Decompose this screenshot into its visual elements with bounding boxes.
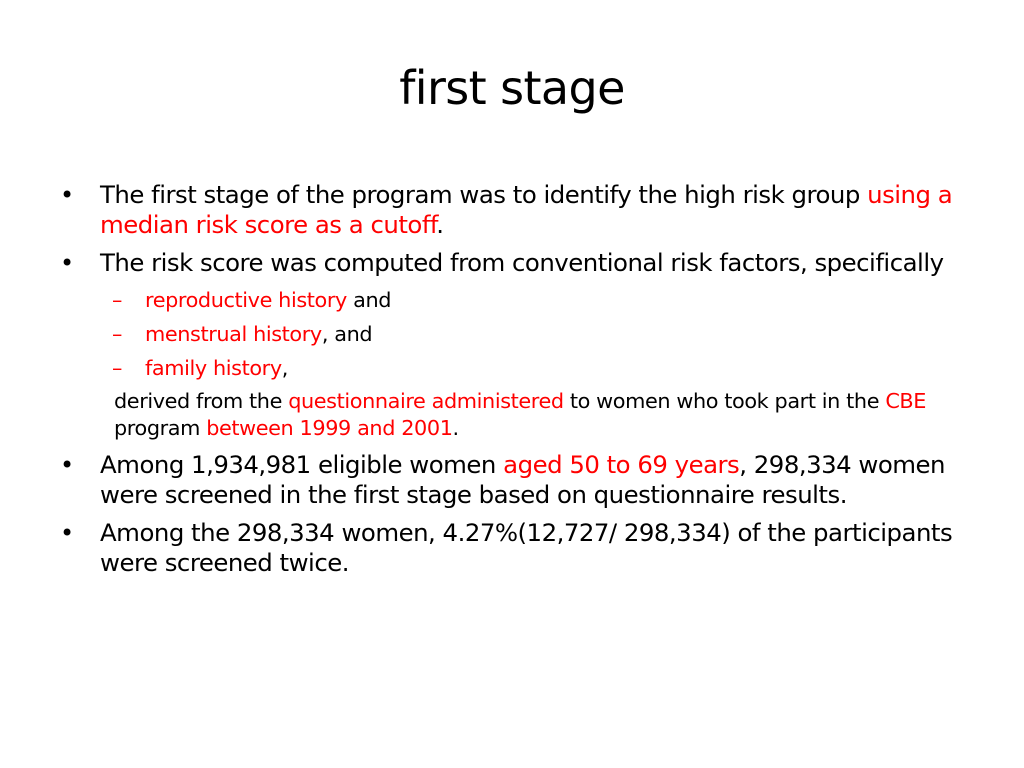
sub-item-marker: – xyxy=(112,288,122,312)
bullet-screened-twice xyxy=(60,518,980,578)
bullet-eligible-women xyxy=(60,450,980,510)
highlight-text: aged 50 to 69 years xyxy=(503,450,740,479)
sub-item-reproductive-history xyxy=(60,286,980,314)
sub-item-text: , and xyxy=(321,322,373,346)
bullet-text: The risk score was computed from conventional risk factors, specifically xyxy=(100,248,944,277)
slide-content xyxy=(60,180,980,586)
sub-item-text: , xyxy=(281,356,288,380)
note-text: derived from the xyxy=(114,389,289,413)
sub-item-marker: – xyxy=(112,356,122,380)
note-highlight: CBE xyxy=(885,389,927,413)
note-highlight: questionnaire administered xyxy=(288,389,564,413)
note-highlight: between 1999 and 2001 xyxy=(206,416,453,440)
sub-item-marker: – xyxy=(112,322,122,346)
sub-item-text: and xyxy=(346,288,392,312)
sub-item-highlight: menstrual history xyxy=(145,322,322,346)
bullet-risk-score xyxy=(60,248,980,278)
sub-item-highlight: reproductive history xyxy=(145,288,347,312)
derived-note xyxy=(60,388,964,442)
bullet-text: The first stage of the program was to identify the high risk group xyxy=(100,180,860,209)
bullet-marker: • xyxy=(60,249,74,277)
bullet-text-end: . xyxy=(436,210,444,239)
sub-item-menstrual-history xyxy=(60,320,980,348)
bullet-marker: • xyxy=(60,181,74,209)
bullet-text: Among 1,934,981 eligible women xyxy=(100,450,496,479)
bullet-text: Among the 298,334 women, 4.27%(12,727/ 298,334) of the participants were screened twice. xyxy=(100,518,953,577)
bullet-identify-high-risk xyxy=(60,180,980,240)
note-text: to women who took part in the xyxy=(563,389,886,413)
bullet-marker: • xyxy=(60,451,74,479)
note-text: program xyxy=(114,416,207,440)
slide-title: first stage xyxy=(399,61,625,115)
sub-item-family-history xyxy=(60,354,980,382)
bullet-marker: • xyxy=(60,519,74,547)
highlight-text: using a median risk score as a cutoff xyxy=(100,180,953,239)
bullet-text-end: , 298,334 women were screened in the first stage based on questionnaire results. xyxy=(100,450,945,509)
note-text: . xyxy=(452,416,459,440)
sub-item-highlight: family history xyxy=(145,356,282,380)
